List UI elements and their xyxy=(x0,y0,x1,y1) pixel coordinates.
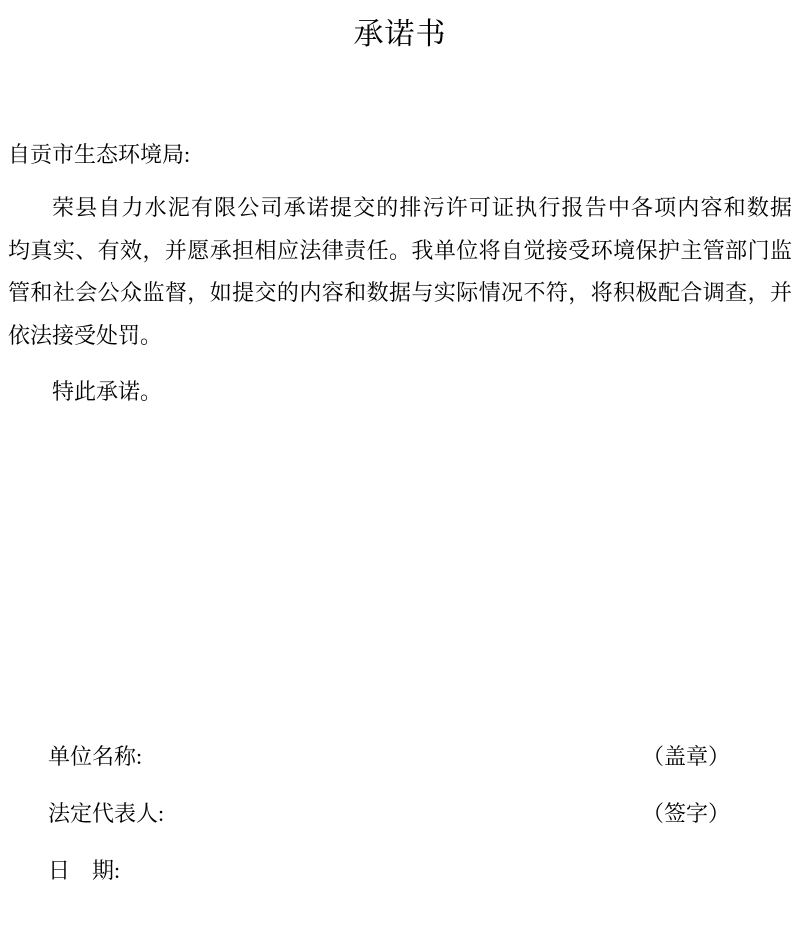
date-label: 日 期: xyxy=(48,858,121,883)
paragraph-line: 荣县自力水泥有限公司承诺提交的排污许可证执行报告中各项内容和数据 xyxy=(52,195,792,220)
legal-representative-label: 法定代表人: xyxy=(48,801,165,826)
signature-block xyxy=(48,742,730,913)
paragraph-line: 均真实、有效，并愿承担相应法律责任。我单位将自觉接受环境保护主管部门监 xyxy=(8,237,792,263)
paragraph-line: 管和社会公众监督，如提交的内容和数据与实际情况不符，将积极配合调查，并 xyxy=(8,280,792,305)
signature-row-legal-representative xyxy=(48,799,730,829)
signature-row-date xyxy=(48,856,730,886)
body-paragraph xyxy=(8,187,792,357)
closing-line: 特此承诺。 xyxy=(52,379,163,404)
paragraph-line: 依法接受处罚。 xyxy=(8,322,163,348)
document-title: 承诺书 xyxy=(353,18,447,51)
seal-annotation: （盖章） xyxy=(641,744,730,769)
signature-row-unit-name xyxy=(48,742,730,772)
salutation-line: 自贡市生态环境局: xyxy=(8,142,191,167)
unit-name-label: 单位名称: xyxy=(48,744,143,769)
sign-annotation: （签字） xyxy=(641,801,730,826)
